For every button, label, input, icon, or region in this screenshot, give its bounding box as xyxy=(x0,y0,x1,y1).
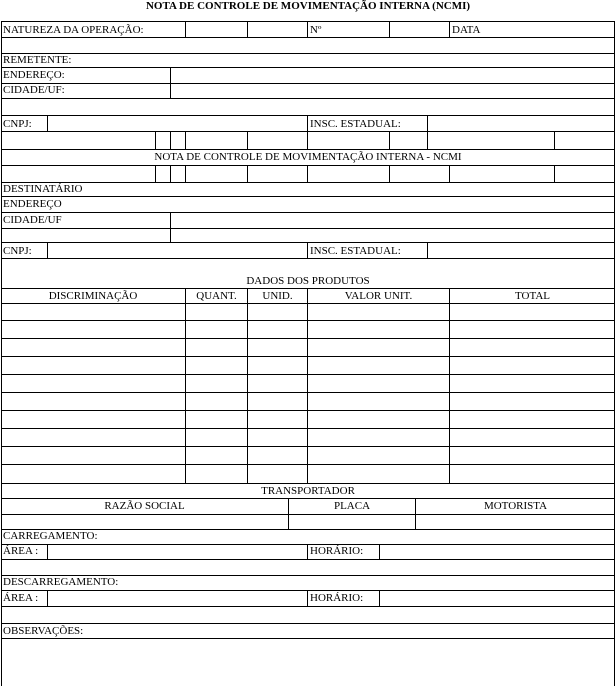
table-rule xyxy=(307,544,308,559)
table-rule xyxy=(1,623,615,624)
table-rule xyxy=(1,356,615,357)
table-rule xyxy=(170,131,171,149)
table-rule xyxy=(1,498,615,499)
table-rule xyxy=(155,131,156,149)
col-valor-unit: VALOR UNIT. xyxy=(344,290,413,302)
table-rule xyxy=(1,196,615,197)
carregamento-area-field[interactable] xyxy=(48,545,307,559)
destinatario-insc-field[interactable] xyxy=(428,243,615,258)
table-rule xyxy=(1,149,615,150)
table-rule xyxy=(554,165,555,182)
table-rule xyxy=(1,131,615,132)
table-rule xyxy=(1,514,615,515)
table-rule xyxy=(247,165,248,182)
carregamento-horario-field[interactable] xyxy=(380,545,615,559)
table-rule xyxy=(247,131,248,149)
table-rule xyxy=(554,131,555,149)
table-rule xyxy=(1,428,615,429)
remetente-cidade-label: CIDADE/UF: xyxy=(3,84,65,96)
col-total: TOTAL xyxy=(515,290,550,302)
table-rule xyxy=(155,165,156,182)
col-motorista: MOTORISTA xyxy=(483,500,548,512)
table-rule xyxy=(389,165,390,182)
numero-field[interactable] xyxy=(390,22,449,37)
descarregamento-horario-field[interactable] xyxy=(380,591,615,606)
observacoes-label: OBSERVAÇÕES: xyxy=(3,625,84,637)
destinatario-section-label: DESTINATÁRIO xyxy=(3,183,83,195)
observacoes-field[interactable] xyxy=(2,639,615,686)
remetente-cnpj-field[interactable] xyxy=(48,116,307,131)
table-rule xyxy=(1,98,615,99)
destinatario-endereco-label: ENDEREÇO xyxy=(3,198,62,210)
remetente-endereco-field[interactable] xyxy=(171,68,615,83)
table-rule xyxy=(185,288,186,483)
carregamento-horario-label: HORÁRIO: xyxy=(310,545,364,557)
table-rule xyxy=(389,131,390,149)
transportador-section-label: TRANSPORTADOR xyxy=(261,485,355,497)
table-rule xyxy=(1,464,615,465)
table-rule xyxy=(307,131,308,149)
destinatario-cnpj-label: CNPJ: xyxy=(3,245,32,257)
remetente-cnpj-label: CNPJ: xyxy=(3,118,32,130)
remetente-endereco-label: ENDEREÇO: xyxy=(3,69,65,81)
table-rule xyxy=(1,288,615,289)
table-rule xyxy=(170,165,171,182)
table-rule xyxy=(1,53,615,54)
table-rule xyxy=(1,320,615,321)
carregamento-section-label: CARREGAMENTO: xyxy=(3,530,98,542)
natureza-label: NATUREZA DA OPERAÇÃO: xyxy=(3,24,144,36)
col-razao-social: RAZÃO SOCIAL xyxy=(104,500,185,512)
table-rule xyxy=(307,288,308,483)
data-label: DATA xyxy=(452,24,481,36)
table-rule xyxy=(307,242,308,258)
table-rule xyxy=(1,606,615,607)
table-rule xyxy=(1,392,615,393)
table-rule xyxy=(307,21,308,37)
col-unid: UNID. xyxy=(262,290,293,302)
table-rule xyxy=(185,165,186,182)
col-discriminacao: DISCRIMINAÇÃO xyxy=(48,290,138,302)
descarregamento-area-label: ÁREA : xyxy=(3,592,39,604)
table-rule xyxy=(1,374,615,375)
destinatario-cidade-field[interactable] xyxy=(171,213,615,242)
table-rule xyxy=(1,410,615,411)
table-rule xyxy=(1,182,615,183)
table-rule xyxy=(449,165,450,182)
table-rule xyxy=(1,165,615,166)
table-rule xyxy=(1,483,615,484)
descarregamento-horario-label: HORÁRIO: xyxy=(310,592,364,604)
table-rule xyxy=(427,131,428,149)
remetente-insc-field[interactable] xyxy=(428,116,615,131)
table-rule xyxy=(247,288,248,483)
form-title: NOTA DE CONTROLE DE MOVIMENTAÇÃO INTERNA (NCMI) xyxy=(145,0,471,12)
remetente-section-label: REMETENTE: xyxy=(3,54,72,66)
destinatario-insc-label: INSC. ESTADUAL: xyxy=(310,245,401,257)
remetente-insc-label: INSC. ESTADUAL: xyxy=(310,118,401,130)
table-rule xyxy=(1,338,615,339)
remetente-cidade-field[interactable] xyxy=(171,84,615,98)
col-quant: QUANT. xyxy=(196,290,237,302)
destinatario-cidade-label: CIDADE/UF xyxy=(3,214,62,226)
produtos-section-label: DADOS DOS PRODUTOS xyxy=(246,275,370,287)
descarregamento-section-label: DESCARREGAMENTO: xyxy=(3,576,119,588)
mid-title: NOTA DE CONTROLE DE MOVIMENTAÇÃO INTERNA - NCMI xyxy=(154,151,462,163)
table-rule xyxy=(307,115,308,131)
table-rule xyxy=(1,37,615,38)
numero-label: Nº xyxy=(310,24,322,36)
descarregamento-area-field[interactable] xyxy=(48,591,307,606)
table-rule xyxy=(449,288,450,483)
table-rule xyxy=(1,559,615,560)
table-rule xyxy=(1,303,615,304)
destinatario-cnpj-field[interactable] xyxy=(48,243,307,258)
col-placa: PLACA xyxy=(333,500,371,512)
carregamento-area-label: ÁREA : xyxy=(3,545,39,557)
table-rule xyxy=(1,446,615,447)
table-rule xyxy=(307,590,308,606)
table-rule xyxy=(307,165,308,182)
table-rule xyxy=(247,21,248,37)
natureza-field[interactable] xyxy=(186,22,247,37)
table-rule xyxy=(1,258,615,259)
data-field[interactable] xyxy=(450,22,615,37)
table-rule xyxy=(185,131,186,149)
